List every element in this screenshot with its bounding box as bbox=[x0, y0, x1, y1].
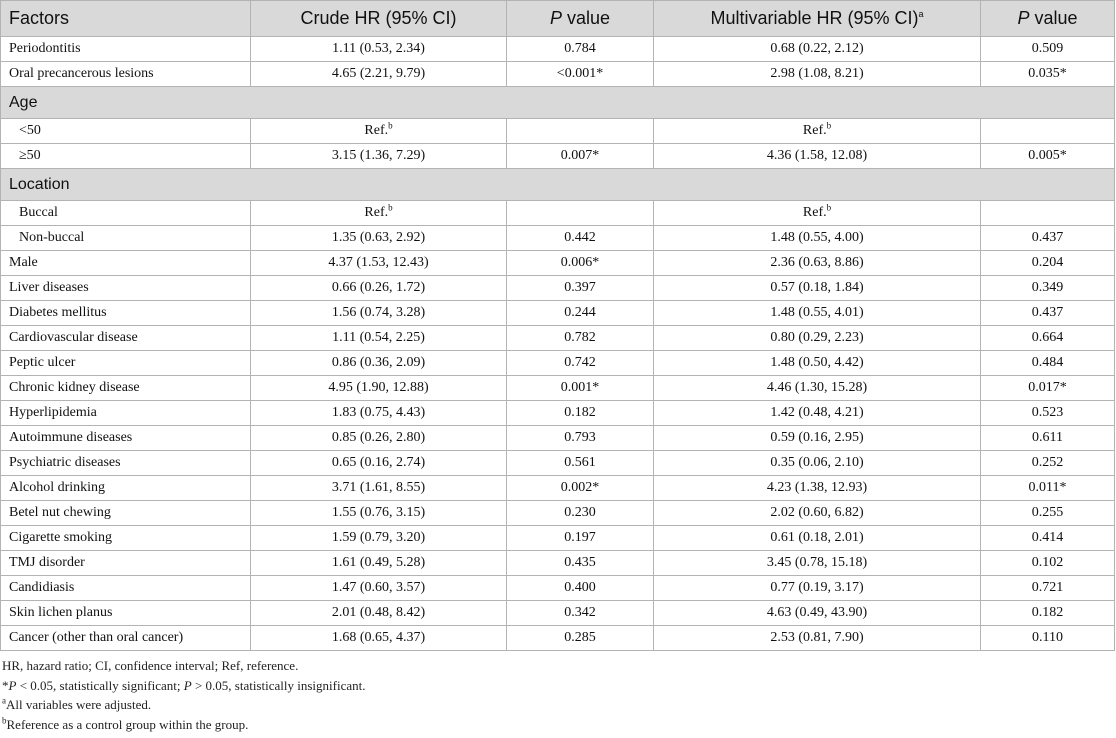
crude-hr-cell: 3.71 (1.61, 8.55) bbox=[251, 476, 507, 501]
ref-label: Ref. bbox=[802, 205, 827, 220]
factor-cell: Diabetes mellitus bbox=[1, 301, 251, 326]
multivariable-p-value-cell: 0.437 bbox=[981, 301, 1115, 326]
multivariable-p-value-cell: 0.011* bbox=[981, 476, 1115, 501]
table-row bbox=[1, 376, 1115, 401]
crude-hr-cell: 4.95 (1.90, 12.88) bbox=[251, 376, 507, 401]
crude-hr-cell bbox=[251, 119, 507, 144]
crude-hr-cell: 1.61 (0.49, 5.28) bbox=[251, 551, 507, 576]
multivariable-p-value-cell: 0.523 bbox=[981, 401, 1115, 426]
multivariable-p-value-cell: 0.721 bbox=[981, 576, 1115, 601]
multivariable-p-value-cell: 0.509 bbox=[981, 37, 1115, 62]
multivariable-hr-cell: 0.80 (0.29, 2.23) bbox=[654, 326, 981, 351]
multivariable-hr-cell: 3.45 (0.78, 15.18) bbox=[654, 551, 981, 576]
crude-p-value-cell: 0.342 bbox=[507, 601, 654, 626]
factor-cell: Buccal bbox=[1, 201, 251, 226]
crude-p-value-cell: 0.285 bbox=[507, 626, 654, 651]
table-row bbox=[1, 251, 1115, 276]
footnote-b-mark: b bbox=[826, 202, 832, 213]
footnote-b-text: Reference as a control group within the group. bbox=[6, 716, 249, 732]
p-italic: P bbox=[183, 677, 192, 693]
multivariable-p-value-cell: 0.437 bbox=[981, 226, 1115, 251]
crude-p-value-cell: 0.784 bbox=[507, 37, 654, 62]
factor-cell: TMJ disorder bbox=[1, 551, 251, 576]
p-value-label: value bbox=[1029, 8, 1078, 28]
table-row bbox=[1, 326, 1115, 351]
footnote-significance bbox=[2, 676, 365, 696]
table-row bbox=[1, 426, 1115, 451]
table-row bbox=[1, 526, 1115, 551]
multivariable-hr-cell: 4.63 (0.49, 43.90) bbox=[654, 601, 981, 626]
footnote-b-mark: b bbox=[388, 120, 393, 131]
factor-cell: Hyperlipidemia bbox=[1, 401, 251, 426]
crude-hr-cell: 1.47 (0.60, 3.57) bbox=[251, 576, 507, 601]
crude-hr-cell: 1.11 (0.54, 2.25) bbox=[251, 326, 507, 351]
footnote-b-mark: b bbox=[388, 202, 393, 213]
crude-p-value-cell: 0.442 bbox=[507, 226, 654, 251]
multivariable-hr-cell bbox=[654, 119, 981, 144]
table-row bbox=[1, 119, 1115, 144]
crude-hr-cell: 1.11 (0.53, 2.34) bbox=[251, 37, 507, 62]
multivariable-p-value-cell: 0.349 bbox=[981, 276, 1115, 301]
multivariable-p-value-cell: 0.005* bbox=[981, 144, 1115, 169]
crude-p-value-cell: 0.001* bbox=[507, 376, 654, 401]
factor-cell: Candidiasis bbox=[1, 576, 251, 601]
group-header-row bbox=[1, 169, 1115, 201]
header-p-value-crude bbox=[507, 1, 654, 37]
factor-cell: Cancer (other than oral cancer) bbox=[1, 626, 251, 651]
crude-hr-cell: 0.85 (0.26, 2.80) bbox=[251, 426, 507, 451]
factor-cell: Male bbox=[1, 251, 251, 276]
sig-text-2: > 0.05, statistically insignificant. bbox=[191, 677, 366, 693]
factor-cell: Psychiatric diseases bbox=[1, 451, 251, 476]
p-italic: P bbox=[1017, 8, 1030, 28]
table-row bbox=[1, 144, 1115, 169]
crude-p-value-cell: 0.561 bbox=[507, 451, 654, 476]
factor-cell: Betel nut chewing bbox=[1, 501, 251, 526]
multivariable-p-value-cell: 0.182 bbox=[981, 601, 1115, 626]
footnote-a-mark: a bbox=[918, 9, 924, 19]
crude-hr-cell: 1.55 (0.76, 3.15) bbox=[251, 501, 507, 526]
multivariable-hr-cell: 0.57 (0.18, 1.84) bbox=[654, 276, 981, 301]
table-row bbox=[1, 501, 1115, 526]
crude-hr-cell bbox=[251, 201, 507, 226]
crude-hr-cell: 2.01 (0.48, 8.42) bbox=[251, 601, 507, 626]
footnote-a bbox=[2, 695, 365, 715]
multivariable-p-value-cell: 0.102 bbox=[981, 551, 1115, 576]
multivariable-p-value-cell: 0.414 bbox=[981, 526, 1115, 551]
footnote-a-text: All variables were adjusted. bbox=[6, 697, 152, 712]
crude-hr-cell: 4.65 (2.21, 9.79) bbox=[251, 62, 507, 87]
star-mark: * bbox=[2, 677, 9, 693]
factor-cell: Chronic kidney disease bbox=[1, 376, 251, 401]
multivariable-p-value-cell bbox=[981, 119, 1115, 144]
table-row bbox=[1, 62, 1115, 87]
header-p-value-multi bbox=[981, 1, 1115, 37]
table-row bbox=[1, 301, 1115, 326]
table-row bbox=[1, 401, 1115, 426]
factor-cell: Liver diseases bbox=[1, 276, 251, 301]
table-row bbox=[1, 626, 1115, 651]
table-row bbox=[1, 226, 1115, 251]
factor-cell: Autoimmune diseases bbox=[1, 426, 251, 451]
multivariable-hr-cell: 0.35 (0.06, 2.10) bbox=[654, 451, 981, 476]
crude-hr-cell: 1.59 (0.79, 3.20) bbox=[251, 526, 507, 551]
multivariable-hr-cell: 1.48 (0.50, 4.42) bbox=[654, 351, 981, 376]
crude-hr-cell: 0.65 (0.16, 2.74) bbox=[251, 451, 507, 476]
footnote-b-mark: b bbox=[826, 120, 832, 131]
multivariable-hr-cell: 2.53 (0.81, 7.90) bbox=[654, 626, 981, 651]
crude-p-value-cell bbox=[507, 201, 654, 226]
ref-label: Ref. bbox=[364, 205, 389, 220]
multivariable-hr-cell: 1.48 (0.55, 4.01) bbox=[654, 301, 981, 326]
crude-p-value-cell: 0.002* bbox=[507, 476, 654, 501]
multivariable-hr-cell: 0.59 (0.16, 2.95) bbox=[654, 426, 981, 451]
crude-p-value-cell: 0.793 bbox=[507, 426, 654, 451]
factor-cell: Alcohol drinking bbox=[1, 476, 251, 501]
factor-cell: Skin lichen planus bbox=[1, 601, 251, 626]
crude-hr-cell: 1.35 (0.63, 2.92) bbox=[251, 226, 507, 251]
multivariable-hr-cell: 1.42 (0.48, 4.21) bbox=[654, 401, 981, 426]
table-row bbox=[1, 276, 1115, 301]
ref-label: Ref. bbox=[364, 123, 389, 138]
factor-cell: ≥50 bbox=[1, 144, 251, 169]
crude-p-value-cell bbox=[507, 119, 654, 144]
multivariable-p-value-cell: 0.664 bbox=[981, 326, 1115, 351]
multivariable-hr-cell: 4.46 (1.30, 15.28) bbox=[654, 376, 981, 401]
crude-p-value-cell: 0.400 bbox=[507, 576, 654, 601]
table-body bbox=[1, 37, 1115, 651]
ref-label: Ref. bbox=[802, 123, 827, 138]
multivariable-hr-cell: 2.36 (0.63, 8.86) bbox=[654, 251, 981, 276]
p-italic: P bbox=[8, 677, 17, 693]
p-italic: P bbox=[549, 8, 562, 28]
header-crude-hr: Crude HR (95% CI) bbox=[251, 1, 507, 37]
multivariable-hr-cell bbox=[654, 201, 981, 226]
factor-cell: Oral precancerous lesions bbox=[1, 62, 251, 87]
group-label: Age bbox=[1, 87, 1115, 119]
multivariable-hr-cell: 0.68 (0.22, 2.12) bbox=[654, 37, 981, 62]
table-row bbox=[1, 451, 1115, 476]
table-row bbox=[1, 37, 1115, 62]
factor-cell: Periodontitis bbox=[1, 37, 251, 62]
multivariable-hr-cell: 2.98 (1.08, 8.21) bbox=[654, 62, 981, 87]
factor-cell: <50 bbox=[1, 119, 251, 144]
footnote-b-mark: b bbox=[2, 715, 7, 726]
multivariable-p-value-cell: 0.255 bbox=[981, 501, 1115, 526]
multivariable-p-value-cell: 0.252 bbox=[981, 451, 1115, 476]
table-row bbox=[1, 476, 1115, 501]
factor-cell: Peptic ulcer bbox=[1, 351, 251, 376]
table-row bbox=[1, 576, 1115, 601]
sig-text-1: < 0.05, statistically significant; bbox=[16, 677, 184, 693]
multivariable-p-value-cell bbox=[981, 201, 1115, 226]
multivariable-p-value-cell: 0.035* bbox=[981, 62, 1115, 87]
crude-hr-cell: 0.66 (0.26, 1.72) bbox=[251, 276, 507, 301]
group-header-row bbox=[1, 87, 1115, 119]
table-row bbox=[1, 351, 1115, 376]
crude-p-value-cell: 0.782 bbox=[507, 326, 654, 351]
crude-hr-cell: 3.15 (1.36, 7.29) bbox=[251, 144, 507, 169]
table-footnotes bbox=[2, 656, 365, 734]
crude-p-value-cell: 0.006* bbox=[507, 251, 654, 276]
footnote-b bbox=[2, 715, 365, 735]
factor-cell: Non-buccal bbox=[1, 226, 251, 251]
crude-p-value-cell: 0.230 bbox=[507, 501, 654, 526]
header-multivariable-hr bbox=[654, 1, 981, 37]
footnote-abbreviations: HR, hazard ratio; CI, confidence interval; Ref, reference. bbox=[2, 658, 299, 673]
multivariable-p-value-cell: 0.484 bbox=[981, 351, 1115, 376]
crude-p-value-cell: 0.397 bbox=[507, 276, 654, 301]
crude-p-value-cell: 0.435 bbox=[507, 551, 654, 576]
crude-p-value-cell: 0.742 bbox=[507, 351, 654, 376]
table-row bbox=[1, 601, 1115, 626]
multivariable-p-value-cell: 0.611 bbox=[981, 426, 1115, 451]
multi-hr-label: Multivariable HR (95% CI) bbox=[710, 8, 919, 28]
crude-p-value-cell: <0.001* bbox=[507, 62, 654, 87]
crude-p-value-cell: 0.197 bbox=[507, 526, 654, 551]
multivariable-hr-cell: 4.23 (1.38, 12.93) bbox=[654, 476, 981, 501]
crude-hr-cell: 4.37 (1.53, 12.43) bbox=[251, 251, 507, 276]
table-header-row bbox=[1, 1, 1115, 37]
multivariable-hr-cell: 0.61 (0.18, 2.01) bbox=[654, 526, 981, 551]
p-value-label: value bbox=[561, 8, 611, 28]
multivariable-hr-cell: 2.02 (0.60, 6.82) bbox=[654, 501, 981, 526]
multivariable-hr-cell: 0.77 (0.19, 3.17) bbox=[654, 576, 981, 601]
multivariable-hr-cell: 1.48 (0.55, 4.00) bbox=[654, 226, 981, 251]
footnote-a-mark: a bbox=[2, 695, 6, 706]
crude-hr-cell: 1.56 (0.74, 3.28) bbox=[251, 301, 507, 326]
table-row bbox=[1, 201, 1115, 226]
table-row bbox=[1, 551, 1115, 576]
multivariable-hr-cell: 4.36 (1.58, 12.08) bbox=[654, 144, 981, 169]
crude-hr-cell: 0.86 (0.36, 2.09) bbox=[251, 351, 507, 376]
crude-p-value-cell: 0.007* bbox=[507, 144, 654, 169]
group-label: Location bbox=[1, 169, 1115, 201]
multivariable-p-value-cell: 0.204 bbox=[981, 251, 1115, 276]
crude-p-value-cell: 0.244 bbox=[507, 301, 654, 326]
multivariable-p-value-cell: 0.110 bbox=[981, 626, 1115, 651]
crude-hr-cell: 1.68 (0.65, 4.37) bbox=[251, 626, 507, 651]
multivariable-p-value-cell: 0.017* bbox=[981, 376, 1115, 401]
crude-hr-cell: 1.83 (0.75, 4.43) bbox=[251, 401, 507, 426]
factor-cell: Cigarette smoking bbox=[1, 526, 251, 551]
crude-p-value-cell: 0.182 bbox=[507, 401, 654, 426]
factor-cell: Cardiovascular disease bbox=[1, 326, 251, 351]
header-factors: Factors bbox=[1, 1, 251, 37]
